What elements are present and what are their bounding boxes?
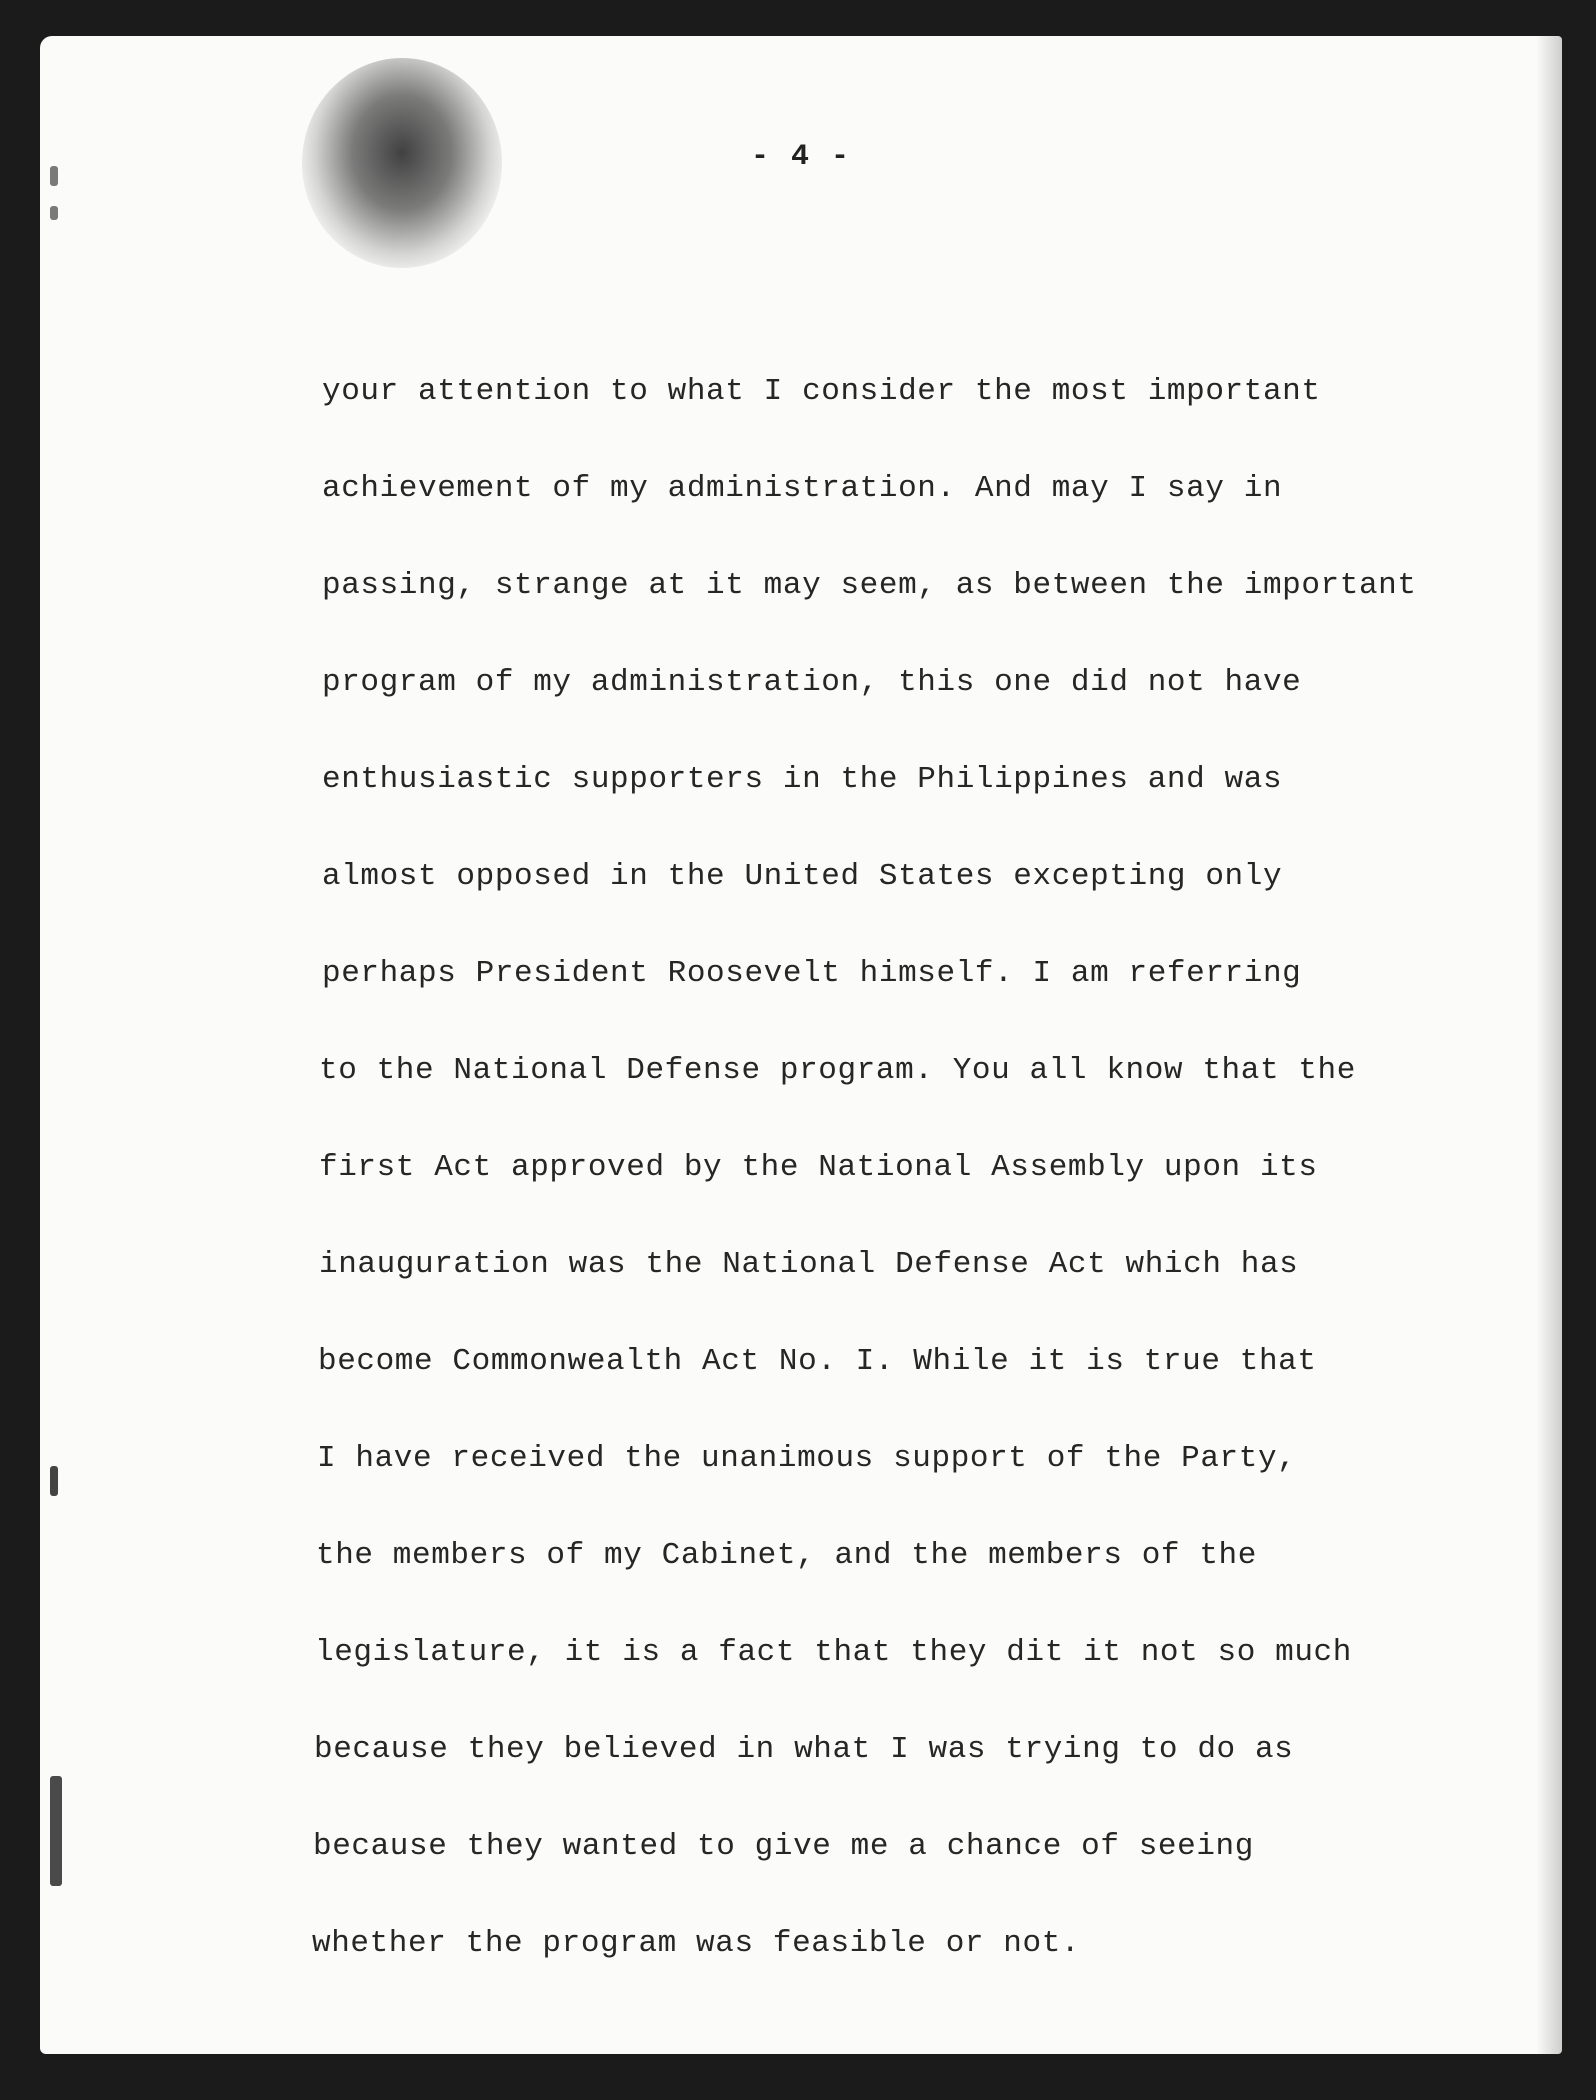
text-line: I have received the unanimous support of the Party, bbox=[317, 1441, 1297, 1476]
text-line: passing, strange at it may seem, as between the important bbox=[322, 568, 1417, 603]
text-line: because they wanted to give me a chance of seeing bbox=[313, 1829, 1254, 1864]
text-line: become Commonwealth Act No. I. While it is true that bbox=[318, 1344, 1317, 1379]
text-line: your attention to what I consider the most important bbox=[322, 374, 1321, 409]
text-line: inauguration was the National Defense Act which has bbox=[319, 1247, 1299, 1282]
text-line: program of my administration, this one did not have bbox=[322, 665, 1302, 700]
text-line: almost opposed in the United States excepting only bbox=[322, 859, 1283, 894]
edge-mark bbox=[50, 1466, 58, 1496]
text-line: achievement of my administration. And may I say in bbox=[322, 471, 1283, 506]
text-line: to the National Defense program. You all know that the bbox=[319, 1053, 1356, 1088]
text-line: because they believed in what I was trying to do as bbox=[314, 1732, 1294, 1767]
text-line: whether the program was feasible or not. bbox=[312, 1926, 1081, 1961]
edge-mark bbox=[50, 1776, 62, 1886]
text-line: perhaps President Roosevelt himself. I am referring bbox=[322, 956, 1302, 991]
text-line: first Act approved by the National Assembly upon its bbox=[319, 1150, 1318, 1185]
text-line: enthusiastic supporters in the Philippines and was bbox=[322, 762, 1283, 797]
document-page bbox=[40, 36, 1562, 2054]
text-line: the members of my Cabinet, and the members of the bbox=[316, 1538, 1257, 1573]
edge-mark bbox=[50, 206, 58, 220]
body-text bbox=[312, 372, 1476, 2021]
page-number: - 4 - bbox=[750, 140, 851, 174]
text-line: legislature, it is a fact that they dit it not so much bbox=[315, 1635, 1352, 1670]
page-edge-shadow bbox=[1536, 36, 1562, 2054]
